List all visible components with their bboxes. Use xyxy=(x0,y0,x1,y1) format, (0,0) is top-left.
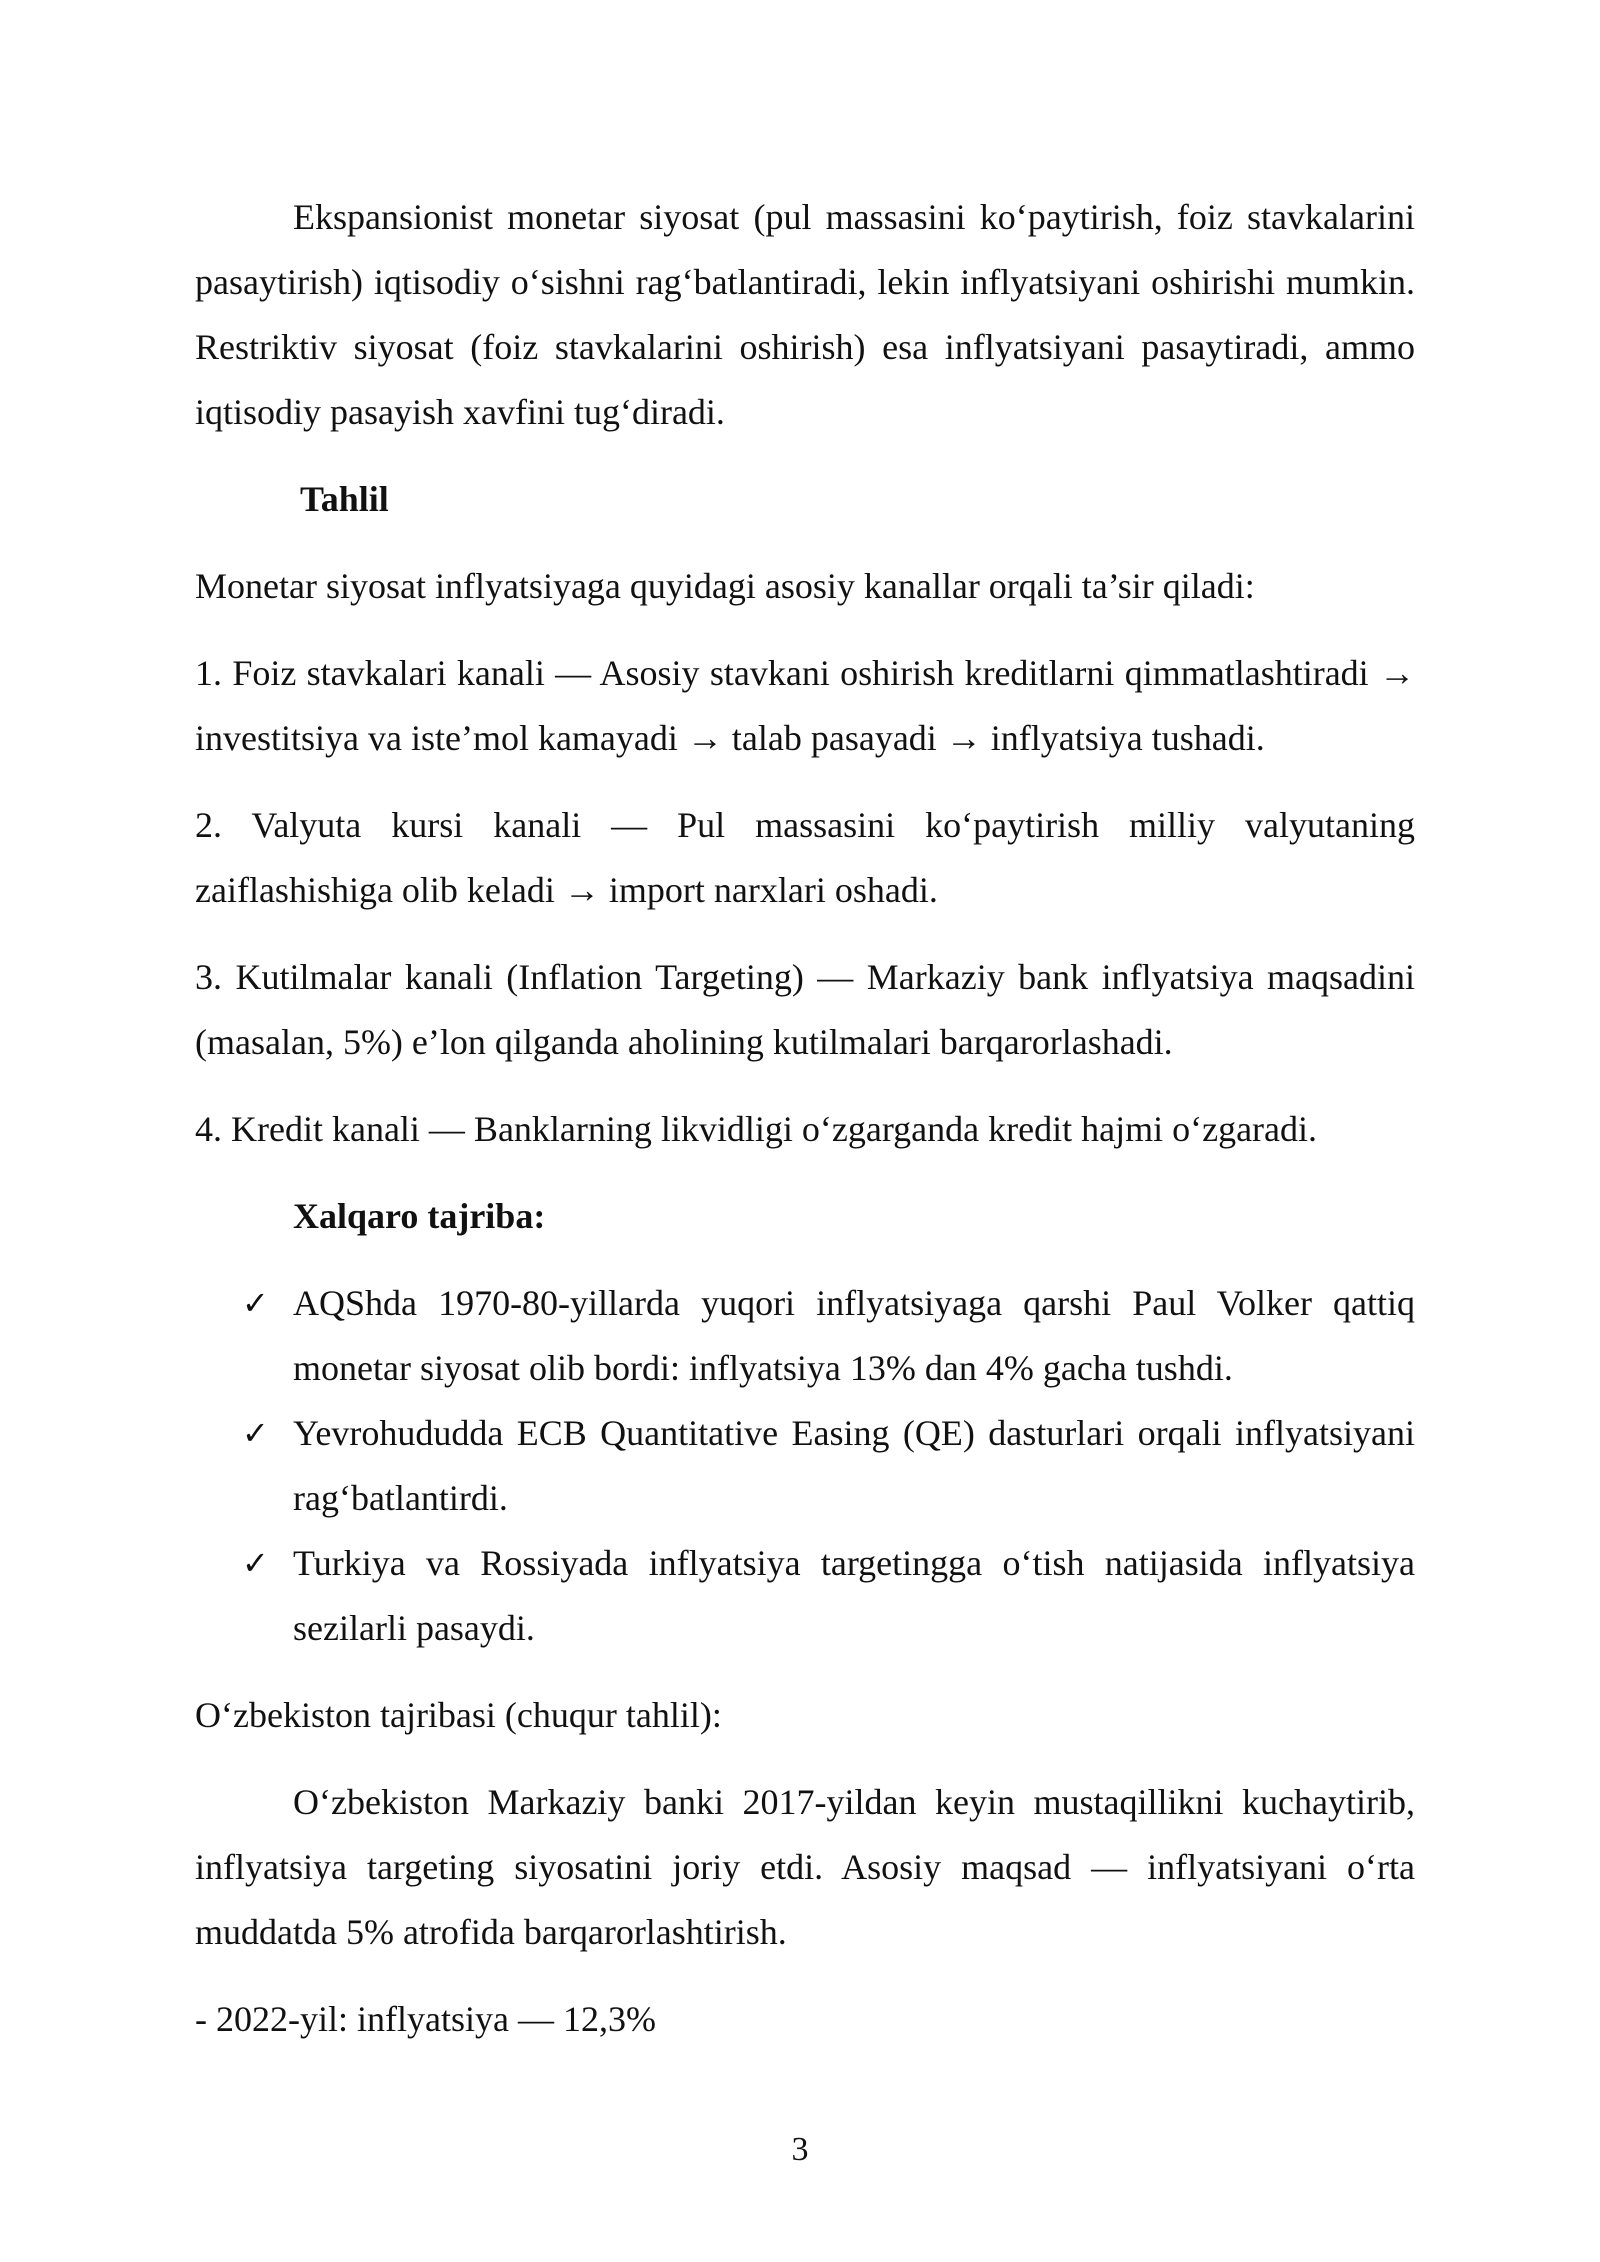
channel-item-1: 1. Foiz stavkalari kanali — Asosiy stavkani oshirish kreditlarni qimmatlashtiradi → investitsiya va iste’mol kamayadi → talab pasayadi → inflyatsiya tushadi. xyxy=(195,653,1415,758)
list-item xyxy=(195,1531,1415,1661)
channel-item-4: 4. Kredit kanali — Banklarning likvidligi o‘zgarganda kredit hajmi o‘zgaradi. xyxy=(195,1109,1318,1149)
list-item-text: Turkiya va Rossiyada inflyatsiya targetingga o‘tish natijasida inflyatsiya sezilarli pasaydi. xyxy=(293,1543,1415,1648)
check-icon: ✓ xyxy=(242,1414,269,1452)
list-item-text: AQShda 1970-80-yillarda yuqori inflyatsiyaga qarshi Paul Volker qattiq monetar siyosat olib bordi: inflyatsiya 13% dan 4% gacha tushdi. xyxy=(293,1283,1415,1388)
international-list xyxy=(195,1271,1415,1661)
check-icon: ✓ xyxy=(242,1544,269,1582)
document-page xyxy=(195,185,1415,2052)
uzbekistan-heading: O‘zbekiston tajribasi (chuqur tahlil): xyxy=(195,1695,722,1735)
analysis-heading: Tahlil xyxy=(300,479,389,519)
check-icon: ✓ xyxy=(242,1284,269,1322)
international-heading: Xalqaro tajriba: xyxy=(293,1196,546,1236)
analysis-lead: Monetar siyosat inflyatsiyaga quyidagi asosiy kanallar orqali ta’sir qiladi: xyxy=(195,566,1255,606)
intro-paragraph: Ekspansionist monetar siyosat (pul massasini ko‘paytirish, foiz stavkalarini pasaytirish) iqtisodiy o‘sishni rag‘batlantiradi, lekin inflyatsiyani oshirishi mumkin. Restriktiv siyosat (foiz stavkalarini oshirish) esa inflyatsiyani pasaytiradi, ammo iqtisodiy pasayish xavfini tug‘diradi. xyxy=(195,197,1415,432)
channel-item-3: 3. Kutilmalar kanali (Inflation Targeting) — Markaziy bank inflyatsiya maqsadini (masalan, 5%) e’lon qilganda aholining kutilmalari barqarorlashadi. xyxy=(195,957,1415,1062)
inflation-stat-line: - 2022-yil: inflyatsiya — 12,3% xyxy=(195,1999,656,2039)
list-item-text: Yevrohududda ECB Quantitative Easing (QE) dasturlari orqali inflyatsiyani rag‘batlantirdi. xyxy=(293,1413,1415,1518)
page-number: 3 xyxy=(791,2131,809,2168)
channel-item-2: 2. Valyuta kursi kanali — Pul massasini ko‘paytirish milliy valyutaning zaiflashishiga olib keladi → import narxlari oshadi. xyxy=(195,805,1415,910)
list-item xyxy=(195,1401,1415,1531)
list-item xyxy=(195,1271,1415,1401)
uzbekistan-paragraph: O‘zbekiston Markaziy banki 2017-yildan keyin mustaqillikni kuchaytirib, inflyatsiya targeting siyosatini joriy etdi. Asosiy maqsad — inflyatsiyani o‘rta muddatda 5% atrofida barqarorlashtirish. xyxy=(195,1782,1415,1952)
